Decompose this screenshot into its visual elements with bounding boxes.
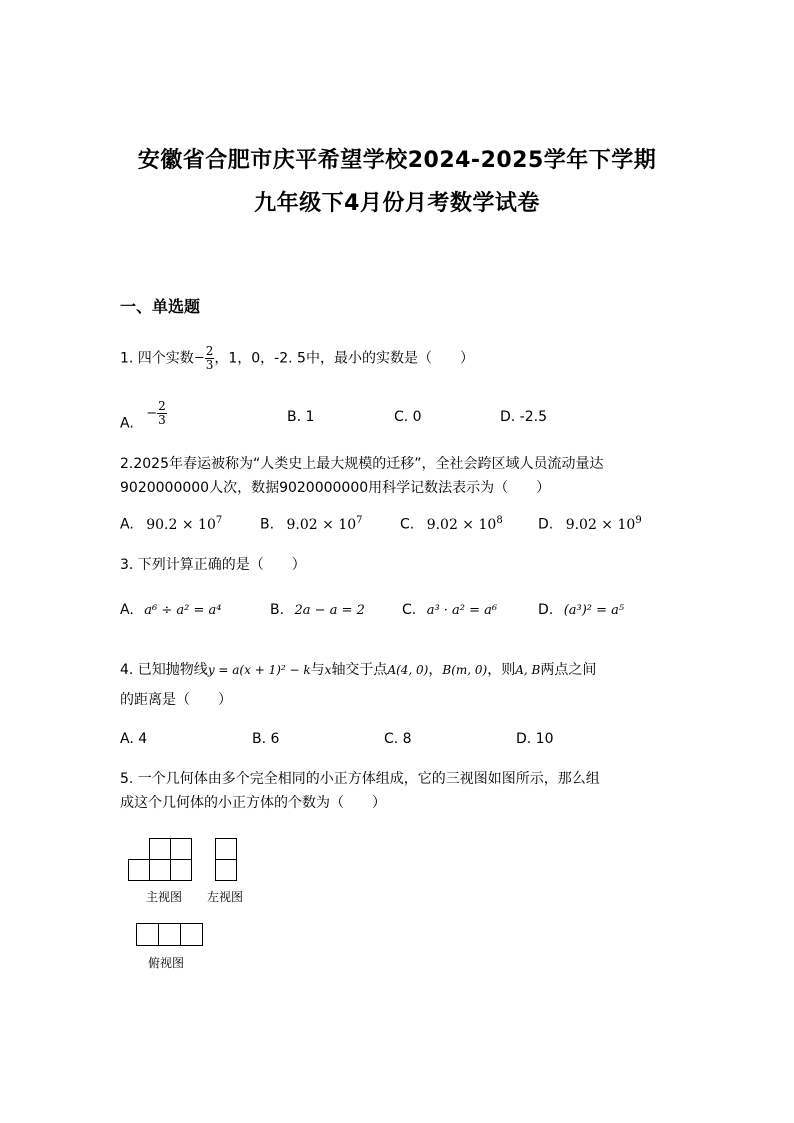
q3-option-b-label: B. [270,602,285,618]
q4-part5: 两点之间 [540,662,597,678]
q3-option-c-label: C. [402,602,417,618]
front-view-label: 主视图 [146,890,183,904]
q4-option-c: C. 8 [384,731,412,747]
q4-ab: A, B [515,663,541,677]
page-title-line2: 九年级下4月份月考数学试卷 [254,191,540,216]
q3-option-d-expr: (a³)² = a⁵ [563,603,625,618]
q1-prefix: 1. 四个实数 [120,350,194,367]
q4-point-b: B(m, 0) [442,663,488,677]
q4-part3: 轴交于点 [331,662,388,678]
q1-fraction [194,345,215,372]
q1-frac-den: 3 [205,358,214,372]
q3-option-d-label: D. [538,602,554,618]
q1-suffix: ，1，0，-2. 5中，最小的实数是（ ） [214,350,474,367]
q4-part1: 4. 已知抛物线 [120,662,208,678]
question-2-line1: 2.2025年春运被称为“人类史上最大规模的迁移”，全社会跨区域人员流动量达 [120,456,604,472]
q2-option-b-base: 9.02 × 10 [286,516,357,533]
q2-option-a-base: 90.2 × 10 [146,516,216,533]
q3-option-a-label: A. [120,602,134,618]
q1-option-d: D. -2.5 [500,409,547,425]
q3-option-a-expr: a⁶ ÷ a² = a⁴ [144,603,222,618]
q3-option-d [538,602,624,618]
front-view-diagram [128,836,194,882]
question-1 [120,345,474,372]
q3-option-b [270,602,365,618]
q3-option-c [402,602,497,618]
q2-option-a-label: A. [120,516,134,533]
q1-frac-sign: − [193,350,205,366]
q2-option-b-label: B. [260,516,275,533]
question-4-line1 [120,659,596,681]
q4-parabola-expr: y = a(x + 1)² − k [207,663,311,677]
left-view-diagram [215,836,239,882]
q4-var-x: x [324,663,332,677]
q4-option-b: B. 6 [252,731,280,747]
question-4-line2: 的距离是（ ） [120,692,232,708]
q4-sep: ， [428,662,443,678]
q2-option-d-exp: 9 [635,515,642,526]
q3-option-a [120,602,221,618]
q2-option-c-base: 9.02 × 10 [426,516,497,533]
q2-option-c-label: C. [400,516,415,533]
q1-option-b: B. 1 [287,409,315,425]
question-2-line2: 9020000000人次，数据9020000000用科学记数法表示为（ ） [120,480,551,496]
q2-option-c [400,515,503,533]
top-view-diagram [136,922,204,948]
q2-option-a-exp: 7 [215,515,223,526]
left-view-label: 左视图 [207,890,244,904]
q2-option-b-exp: 7 [356,515,363,526]
q1-option-a-den: 3 [158,413,166,427]
q2-option-d [538,515,642,533]
q1-option-a-num: 2 [158,399,166,413]
q4-part2: 与 [310,662,325,678]
q2-option-d-label: D. [538,516,554,533]
question-5-line1: 5. 一个几何体由多个完全相同的小正方体组成，它的三视图如图所示，那么组 [120,771,600,787]
question-5-line2: 成这个几何体的小正方体的个数为（ ） [120,795,386,811]
q4-point-a: A(4, 0) [387,663,429,677]
q1-option-c: C. 0 [394,409,422,425]
q4-option-d: D. 10 [516,731,554,747]
q1-option-a-sign: − [146,406,158,421]
q3-option-b-expr: 2a − a = 2 [294,603,365,618]
q1-option-a [120,400,167,432]
q2-option-d-base: 9.02 × 10 [565,516,636,533]
q4-part4: ，则 [487,662,516,678]
section-heading: 一、单选题 [120,297,201,316]
q4-option-a: A. 4 [120,731,148,747]
q3-option-c-expr: a³ · a² = a⁶ [426,603,498,618]
q1-option-a-label: A. [120,415,134,432]
q2-option-c-exp: 8 [496,515,503,526]
q2-option-a [120,515,222,533]
q2-option-b [260,515,363,533]
top-view-label: 俯视图 [148,956,185,970]
page-title-line1: 安徽省合肥市庆平希望学校2024-2025学年下学期 [137,148,657,173]
question-3: 3. 下列计算正确的是（ ） [120,557,306,573]
q1-frac-num: 2 [205,344,214,358]
